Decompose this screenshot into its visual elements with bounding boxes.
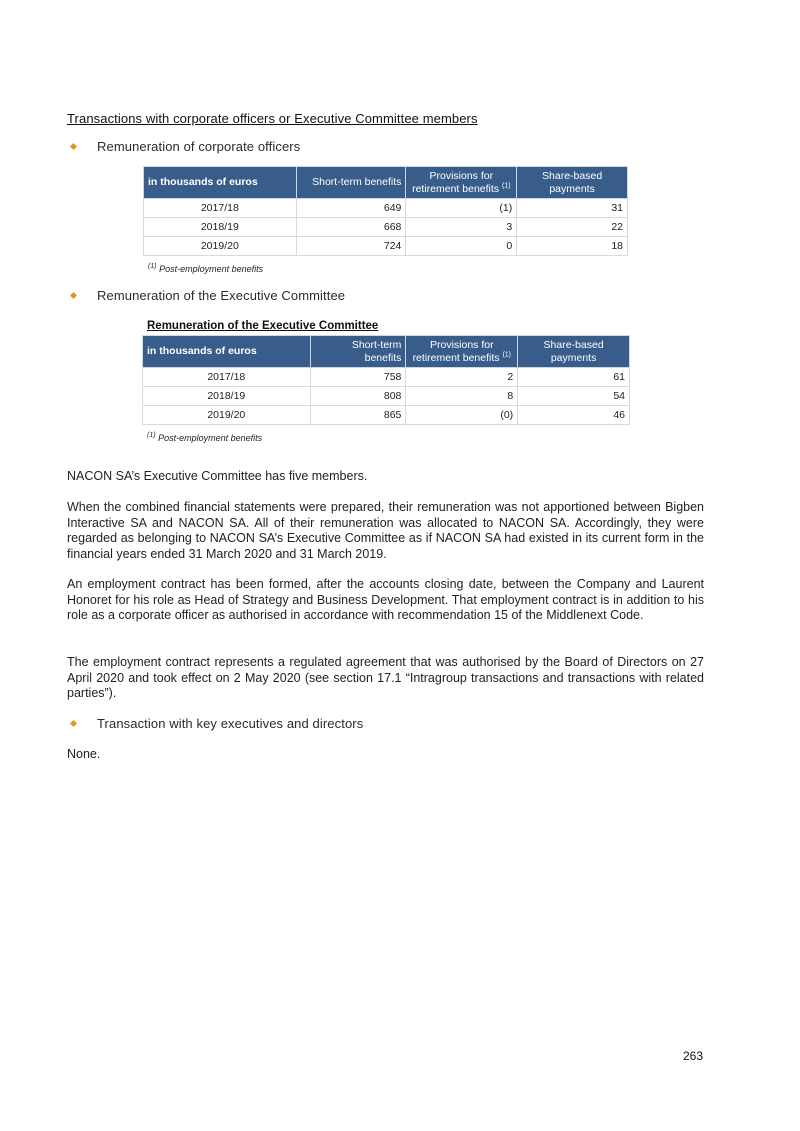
table-footnote <box>148 264 263 274</box>
cell-short-term: 649 <box>296 199 406 218</box>
header-unit: in thousands of euros <box>143 336 311 368</box>
cell-provisions: (0) <box>406 406 518 425</box>
cell-year: 2017/18 <box>143 368 311 387</box>
cell-year: 2019/20 <box>144 237 297 256</box>
footnote-mark: (1) <box>148 263 157 270</box>
table-footnote <box>147 433 262 443</box>
cell-provisions: (1) <box>406 199 517 218</box>
cell-share-based: 18 <box>517 237 628 256</box>
diamond-bullet-icon <box>70 143 77 150</box>
table-row <box>144 199 628 218</box>
table-header-row <box>143 336 630 368</box>
cell-provisions: 3 <box>406 218 517 237</box>
paragraph-none: None. <box>67 747 101 761</box>
cell-share-based: 61 <box>518 368 630 387</box>
section-title: Transactions with corporate officers or Executive Committee members <box>67 111 478 126</box>
footnote-mark: (1) <box>147 432 156 439</box>
table-header-row <box>144 167 628 199</box>
cell-share-based: 31 <box>517 199 628 218</box>
page-number: 263 <box>683 1049 704 1063</box>
table-row <box>144 218 628 237</box>
bullet-key-executives <box>67 716 363 731</box>
paragraph-employment-contract: An employment contract has been formed, after the accounts closing date, between the Company and Laurent Honoret for his role as Head of Strategy and Business Development. That employment contract is in addition to his role as a corporate officer as authorised in accordance with recommendation 15 of the Middlenext Code. <box>67 577 704 622</box>
header-provisions: Provisions for retirement benefits $^{(1)}$ <box>406 167 517 199</box>
header-short-term: Short-term benefits <box>296 167 406 199</box>
cell-short-term: 724 <box>296 237 406 256</box>
table-caption: Remuneration of the Executive Committee <box>147 320 379 332</box>
bullet-label: Transaction with key executives and directors <box>97 716 364 731</box>
footnote-text: Post-employment benefits <box>158 433 263 443</box>
cell-year: 2018/19 <box>144 218 297 237</box>
cell-year: 2018/19 <box>143 387 311 406</box>
diamond-bullet-icon <box>70 292 77 299</box>
cell-short-term: 758 <box>310 368 406 387</box>
diamond-bullet-icon <box>70 720 77 727</box>
cell-short-term: 865 <box>310 406 406 425</box>
bullet-label: Remuneration of the Executive Committee <box>97 288 346 303</box>
cell-short-term: 808 <box>310 387 406 406</box>
paragraph-remuneration-allocation: When the combined financial statements were prepared, their remuneration was not apportioned between Bigben Interactive SA and NACON SA. All of their remuneration was allocated to NACON SA. Accordingly, they were regarded as belonging to NACON SA’s Executive Committee as if NACON SA had existed in its current form in the financial years ended 31 March 2020 and 31 March 2019. <box>67 500 704 561</box>
footnote-text: Post-employment benefits <box>159 264 264 274</box>
cell-provisions: 2 <box>406 368 518 387</box>
bullet-executive-committee <box>67 288 345 303</box>
table-row <box>143 368 630 387</box>
header-provisions: Provisions for retirement benefits $^{(1)}$ <box>406 336 518 368</box>
header-share-based: Share-based payments <box>518 336 630 368</box>
header-short-term: Short-term benefits <box>310 336 406 368</box>
cell-share-based: 22 <box>517 218 628 237</box>
cell-share-based: 54 <box>518 387 630 406</box>
table-row <box>143 387 630 406</box>
footnote-ref: (1) <box>502 351 512 358</box>
footnote-ref: (1) <box>501 182 511 189</box>
cell-year: 2017/18 <box>144 199 297 218</box>
corporate-officers-table <box>143 166 628 256</box>
cell-provisions: 8 <box>406 387 518 406</box>
executive-committee-table <box>142 335 630 425</box>
paragraph-committee-members: NACON SA’s Executive Committee has five members. <box>67 469 368 483</box>
bullet-label: Remuneration of corporate officers <box>97 139 301 154</box>
cell-share-based: 46 <box>518 406 630 425</box>
header-unit: in thousands of euros <box>144 167 297 199</box>
paragraph-regulated-agreement: The employment contract represents a regulated agreement that was authorised by the Board of Directors on 27 April 2020 and took effect on 2 May 2020 (see section 17.1 “Intragroup transactions and transactions with related parties”). <box>67 655 704 700</box>
table-row <box>143 406 630 425</box>
bullet-corporate-officers <box>67 139 300 154</box>
header-share-based: Share-based payments <box>517 167 628 199</box>
cell-short-term: 668 <box>296 218 406 237</box>
cell-provisions: 0 <box>406 237 517 256</box>
cell-year: 2019/20 <box>143 406 311 425</box>
table-row <box>144 237 628 256</box>
